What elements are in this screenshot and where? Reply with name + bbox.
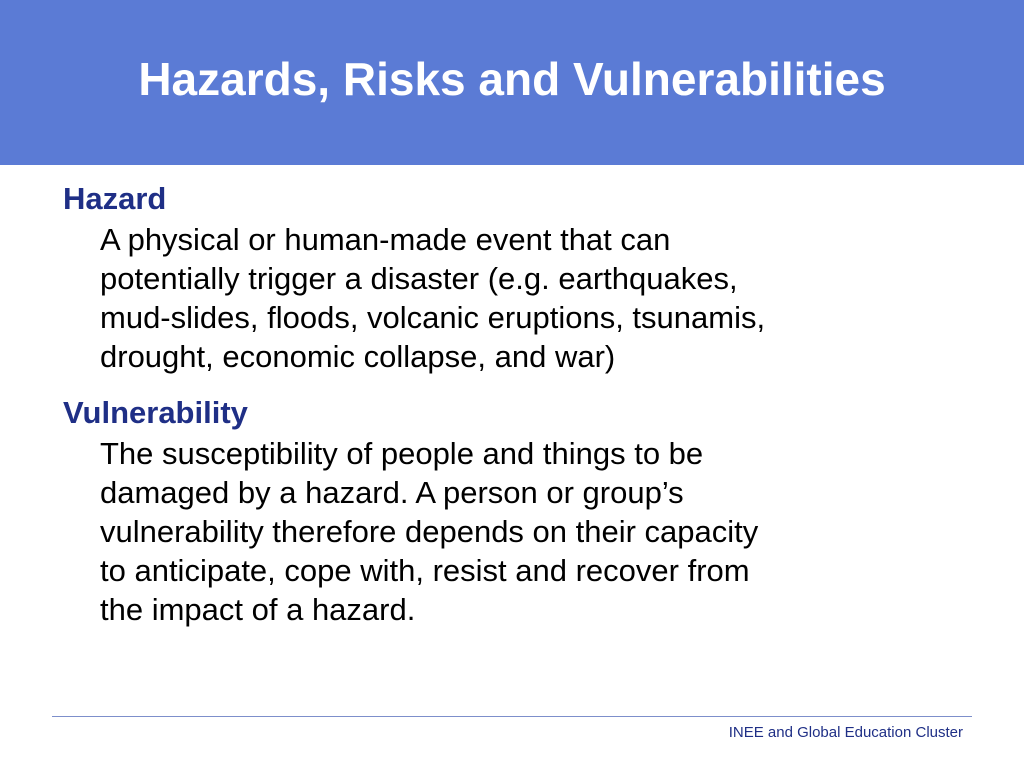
slide-title: Hazards, Risks and Vulnerabilities <box>138 53 886 105</box>
footer-divider <box>52 716 972 717</box>
title-bar <box>0 0 1024 165</box>
hazard-definition: A physical or human-made event that can potentially trigger a disaster (e.g. earthquakes, mud-slides, floods, volcanic eruptions, tsunamis, drought, economic collapse, and war) <box>100 222 766 374</box>
vulnerability-definition: The susceptibility of people and things to be damaged by a hazard. A person or group’s vulnerability therefore depends on their capacity to anticipate, cope with, resist and recover from the impact of a hazard. <box>100 436 759 627</box>
slide-content <box>63 178 983 629</box>
vulnerability-heading: Vulnerability <box>63 395 248 430</box>
hazard-heading: Hazard <box>63 181 167 216</box>
footer-organization: INEE and Global Education Cluster <box>728 724 963 741</box>
